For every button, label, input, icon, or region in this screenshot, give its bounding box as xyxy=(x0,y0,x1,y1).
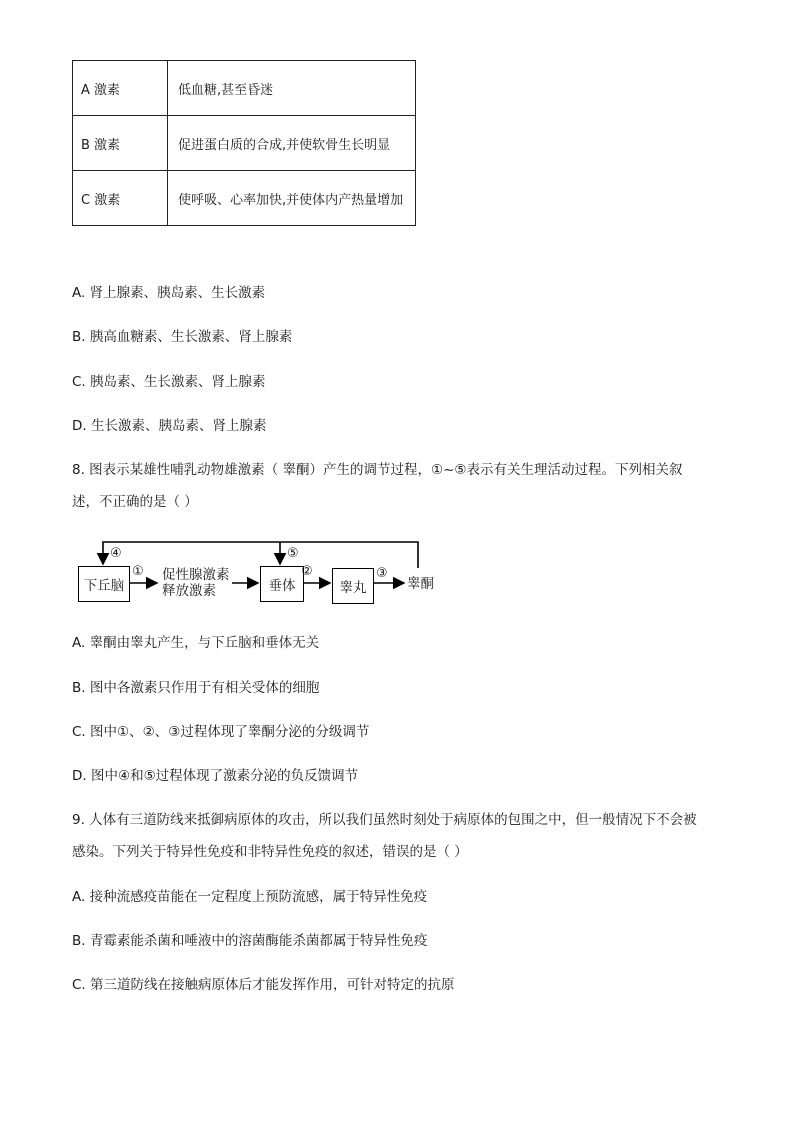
gnrh-label-line2: 释放激素 xyxy=(162,583,216,599)
process-2-label: ② xyxy=(301,564,313,579)
q9-option-a: A. 接种流感疫苗能在一定程度上预防流感，属于特异性免疫 xyxy=(72,889,428,905)
table-row xyxy=(73,61,416,116)
process-1-label: ① xyxy=(132,564,144,579)
q9-stem-line1: 9. 人体有三道防线来抵御病原体的攻击，所以我们虽然时刻处于病原体的包围之中，但一般情况下不会被 xyxy=(72,812,697,828)
q8-stem-line2: 述，不正确的是（ ） xyxy=(72,494,198,510)
hormone-name-cell: B 激素 xyxy=(73,116,168,171)
q7-option-b: B. 胰高血糖素、生长激素、肾上腺素 xyxy=(72,329,293,345)
table-row xyxy=(73,116,416,171)
q7-option-d: D. 生长激素、胰岛素、肾上腺素 xyxy=(72,418,267,434)
testosterone-label: 睾酮 xyxy=(407,576,434,592)
q8-stem-line1: 8. 图表示某雄性哺乳动物雄激素（ 睾酮）产生的调节过程，①~⑤表示有关生理活动过程。下列相关叙 xyxy=(72,462,683,478)
q8-option-c: C. 图中①、②、③过程体现了睾酮分泌的分级调节 xyxy=(72,724,370,740)
q7-option-c: C. 胰岛素、生长激素、肾上腺素 xyxy=(72,374,266,390)
pituitary-label: 垂体 xyxy=(268,578,296,594)
hormone-effect-cell: 促进蛋白质的合成,并使软骨生长明显 xyxy=(168,116,416,171)
process-5-label: ⑤ xyxy=(287,546,299,561)
hormone-name-cell: A 激素 xyxy=(73,61,168,116)
testis-label: 睾丸 xyxy=(339,580,367,596)
table-row xyxy=(73,171,416,226)
q9-option-c: C. 第三道防线在接触病原体后才能发挥作用，可针对特定的抗原 xyxy=(72,977,455,993)
gnrh-label-line1: 促性腺激素 xyxy=(162,567,230,583)
testosterone-regulation-diagram xyxy=(70,536,450,606)
q7-option-a: A. 肾上腺素、胰岛素、生长激素 xyxy=(72,285,266,301)
q8-option-d: D. 图中④和⑤过程体现了激素分泌的负反馈调节 xyxy=(72,768,359,784)
q8-option-b: B. 图中各激素只作用于有相关受体的细胞 xyxy=(72,680,320,696)
hypothalamus-label: 下丘脑 xyxy=(83,578,125,594)
process-3-label: ③ xyxy=(376,566,388,581)
hormone-effects-table xyxy=(72,60,416,226)
hypothalamus-box xyxy=(78,566,130,602)
process-4-label: ④ xyxy=(110,546,122,561)
testis-box xyxy=(332,568,374,604)
hormone-name-cell: C 激素 xyxy=(73,171,168,226)
q9-stem-line2: 感染。下列关于特异性免疫和非特异性免疫的叙述，错误的是（ ） xyxy=(72,844,468,860)
q9-option-b: B. 青霉素能杀菌和唾液中的溶菌酶能杀菌都属于特异性免疫 xyxy=(72,933,428,949)
hormone-effect-cell: 使呼吸、心率加快,并使体内产热量增加 xyxy=(168,171,416,226)
hormone-effect-cell: 低血糖,甚至昏迷 xyxy=(168,61,416,116)
pituitary-box xyxy=(260,566,304,602)
q8-option-a: A. 睾酮由睾丸产生，与下丘脑和垂体无关 xyxy=(72,635,320,651)
